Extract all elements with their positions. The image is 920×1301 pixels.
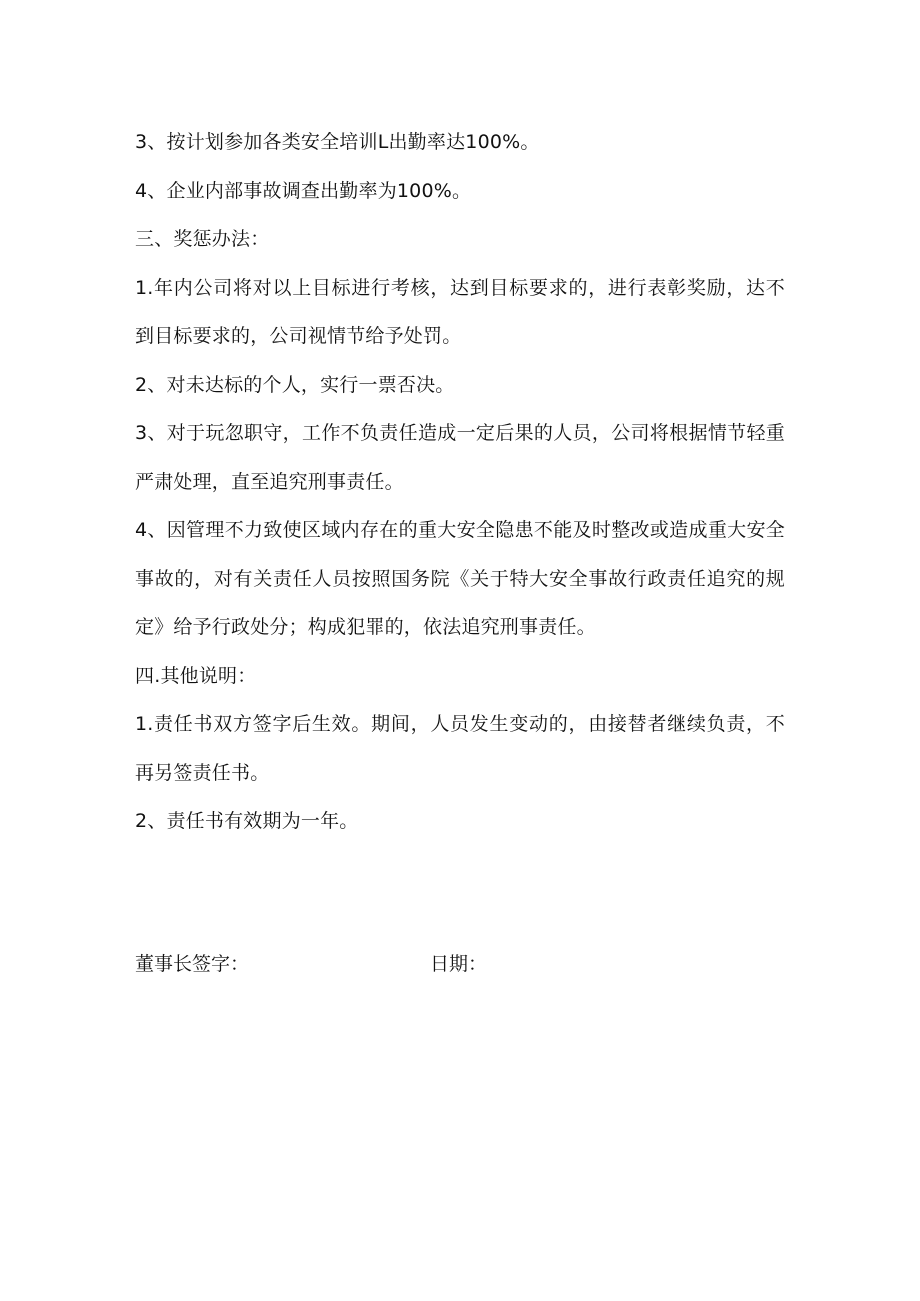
section-heading-other-notes: 四.其他说明：: [135, 664, 257, 687]
document-body: [135, 118, 785, 846]
section-heading-rewards-penalties: 三、奖惩办法：: [135, 228, 270, 250]
clause-management-failure: 4、因管理不力致使区域内存在的重大安全隐患不能及时整改或造成重大安全事故的，对有关责任人员按照国务院《关于特大安全事故行政责任追究的规定》给予行政处分；构成犯罪的，依法追究刑事责任。: [135, 519, 785, 638]
clause-assessment: 1.年内公司将对以上目标进行考核，达到目标要求的，进行表彰奖励，达不到目标要求的，公司视情节给予处罚。: [135, 276, 785, 347]
clause-training-attendance: 3、按计划参加各类安全培训L出勤率达100%。: [135, 131, 540, 153]
clause-accident-investigation: 4、企业内部事故调查出勤率为100%。: [135, 179, 472, 202]
clause-dereliction: 3、对于玩忽职守，工作不负责任造成一定后果的人员，公司将根据情节轻重严肃处理，直至追究刑事责任。: [135, 422, 785, 493]
date-label: 日期：: [430, 953, 488, 975]
clause-veto: 2、对未达标的个人，实行一票否决。: [135, 373, 455, 396]
chairman-signature-label: 董事长签字：: [135, 953, 250, 975]
clause-effectiveness: 1.责任书双方签字后生效。期间，人员发生变动的，由接替者继续负责，不再另签责任书。: [135, 713, 785, 784]
signature-row: [135, 947, 785, 981]
clause-validity-period: 2、责任书有效期为一年。: [135, 810, 359, 832]
